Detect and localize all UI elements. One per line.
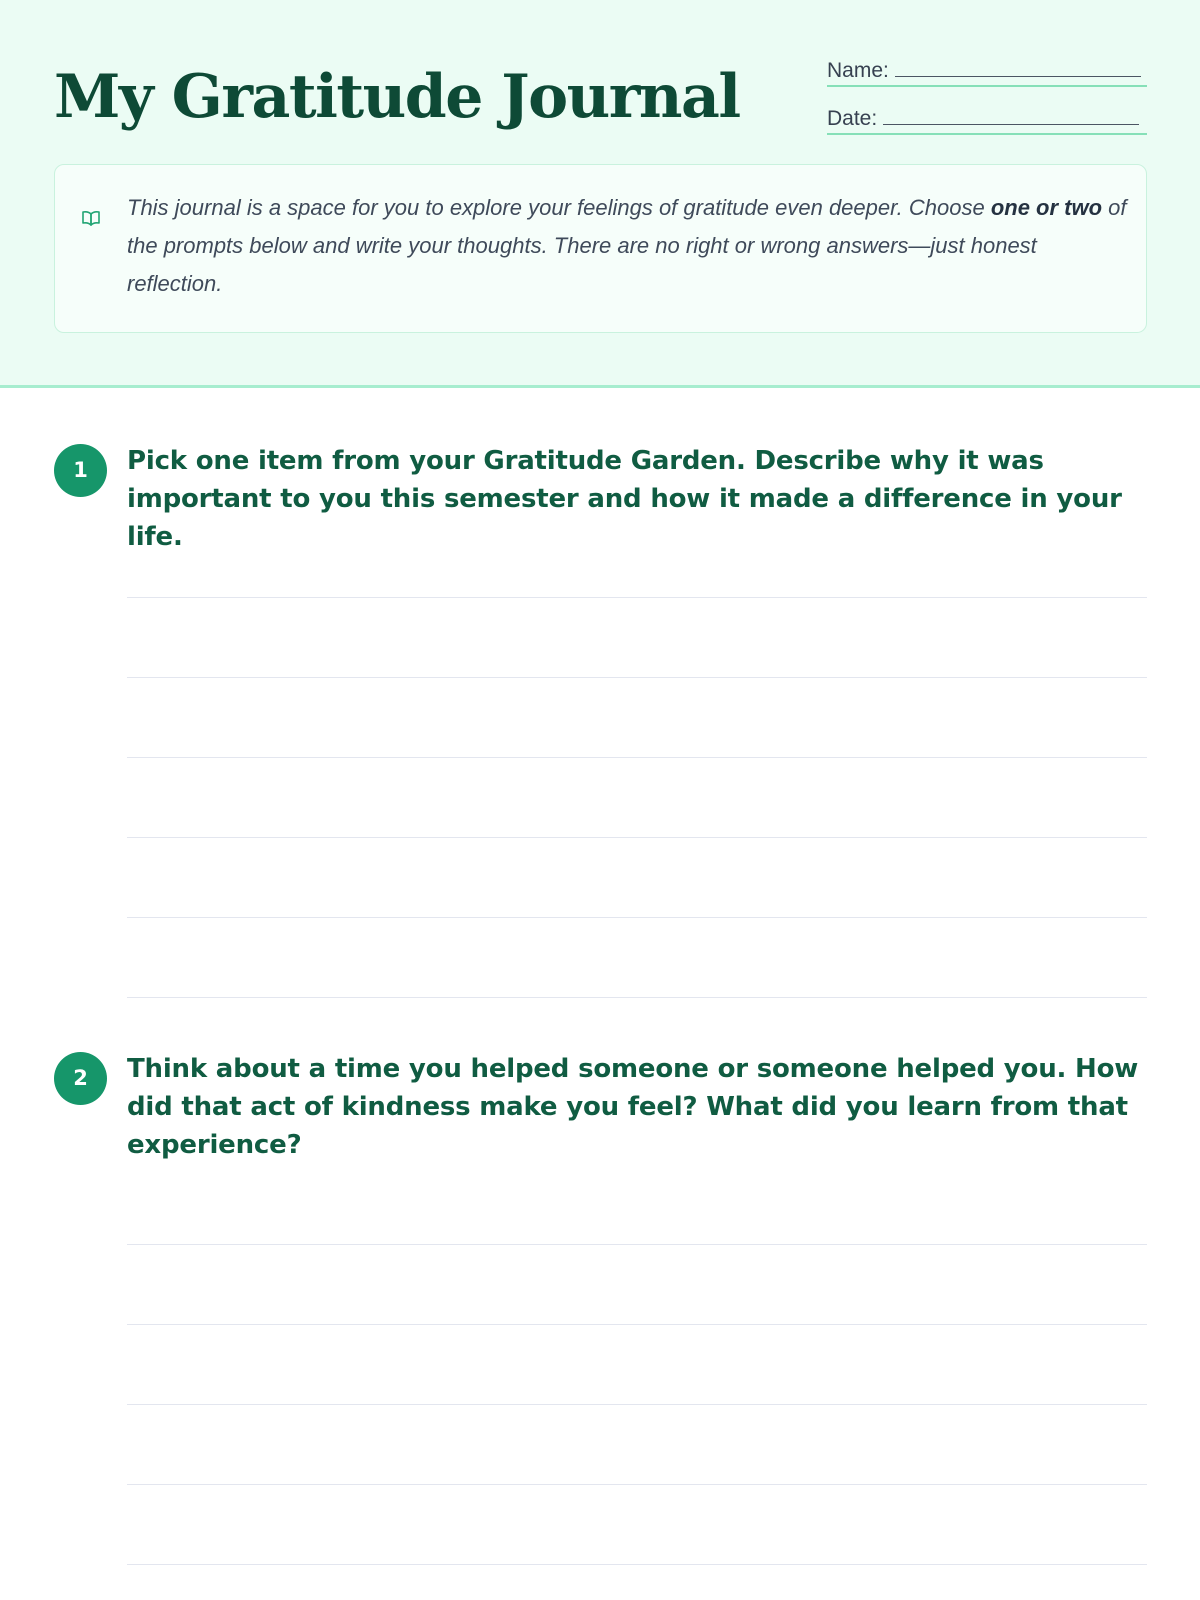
prompt-text: Pick one item from your Gratitude Garden. Describe why it was important to you this semester and how it made a difference in your life. bbox=[127, 446, 1122, 552]
intro-text-part1: This journal is a space for you to explore your feelings of gratitude even deeper. Choose bbox=[127, 195, 991, 220]
writing-line[interactable] bbox=[127, 1564, 1147, 1565]
prompt-text: Think about a time you helped someone or someone helped you. How did that act of kindness make you feel? What did you learn from that experience? bbox=[127, 1054, 1139, 1160]
writing-line[interactable] bbox=[127, 837, 1147, 838]
prompt-number-badge: 1 bbox=[54, 444, 107, 497]
prompt-number-badge: 2 bbox=[54, 1052, 107, 1105]
name-field[interactable] bbox=[827, 55, 1147, 87]
intro-text-part2: of the prompts below and write your thoughts. There are no right or wrong answers—just honest reflection. bbox=[127, 195, 1127, 296]
intro-box bbox=[54, 164, 1147, 333]
writing-line[interactable] bbox=[127, 997, 1147, 998]
writing-line[interactable] bbox=[127, 597, 1147, 598]
writing-line[interactable] bbox=[127, 1484, 1147, 1485]
page-title: My Gratitude Journal bbox=[54, 62, 740, 132]
writing-line[interactable] bbox=[127, 1244, 1147, 1245]
date-field[interactable] bbox=[827, 103, 1147, 135]
header bbox=[0, 0, 1200, 388]
intro-text bbox=[127, 189, 1127, 303]
writing-line[interactable] bbox=[127, 917, 1147, 918]
intro-text-bold: one or two bbox=[990, 195, 1103, 220]
date-label: Date: bbox=[827, 107, 878, 130]
name-label: Name: bbox=[827, 59, 889, 82]
date-blank bbox=[883, 110, 1139, 125]
writing-line[interactable] bbox=[127, 1404, 1147, 1405]
open-book-icon bbox=[81, 210, 101, 226]
writing-line[interactable] bbox=[127, 1324, 1147, 1325]
writing-line[interactable] bbox=[127, 677, 1147, 678]
writing-line[interactable] bbox=[127, 757, 1147, 758]
name-blank bbox=[895, 62, 1141, 77]
